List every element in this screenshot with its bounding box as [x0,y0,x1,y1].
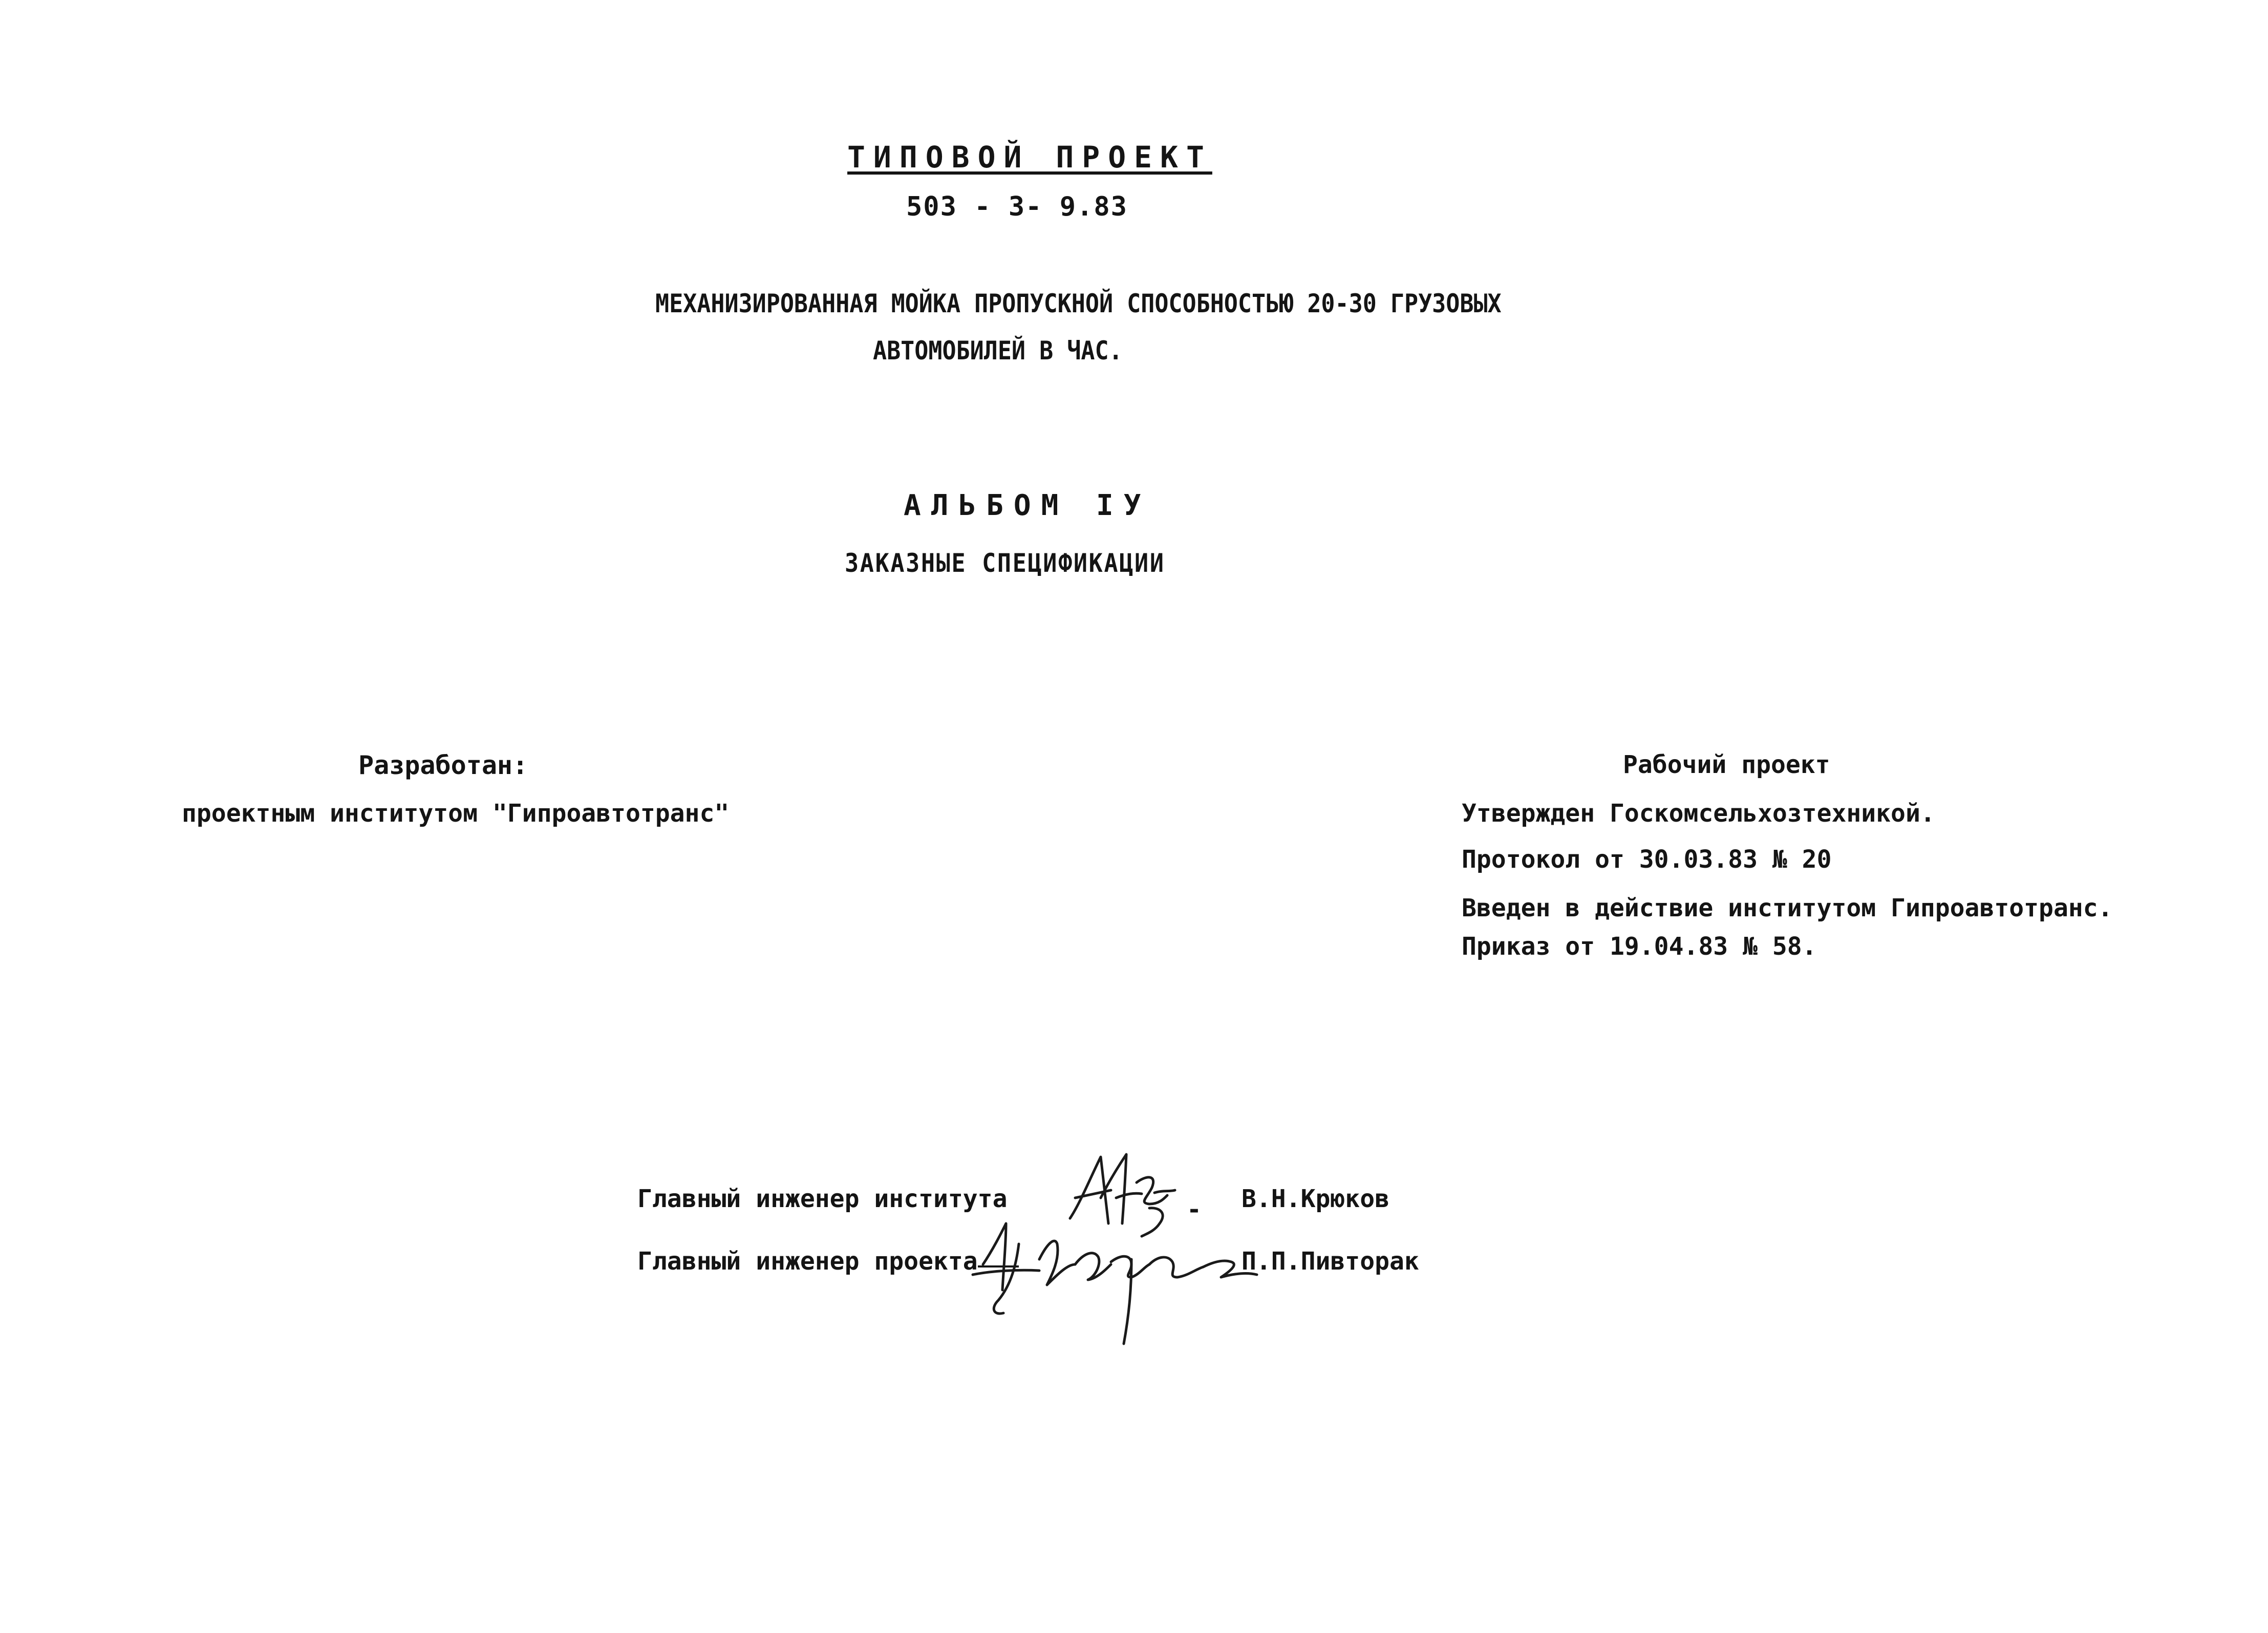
signature-role-chief-engineer-project: Главный инженер проекта [637,1247,978,1276]
approval-approved-by: Утвержден Госкомсельхозтехникой. [1462,799,1935,828]
handwritten-signature-2 [962,1213,1265,1362]
approval-protocol: Протокол от 30.03.83 № 20 [1462,845,1832,874]
album-subtitle: ЗАКАЗНЫЕ СПЕЦИФИКАЦИИ [845,548,1165,578]
approval-order: Приказ от 19.04.83 № 58. [1462,932,1817,961]
document-title: ТИПОВОЙ ПРОЕКТ [847,140,1212,175]
developer-label: Разработан: [358,750,528,780]
project-code: 503 - 3- 9.83 [906,191,1128,222]
developer-institute: проектным институтом "Гипроавтотранс" [182,799,730,828]
project-description-line-1: МЕХАНИЗИРОВАННАЯ МОЙКА ПРОПУСКНОЙ СПОСОБНОСТЬЮ 20-30 ГРУЗОВЫХ [655,289,1502,318]
signature-role-chief-engineer-institute: Главный инженер института [637,1185,1008,1213]
approval-enacted: Введен в действие институтом Гипроавтотранс. [1462,894,2113,922]
signature-name-chief-engineer-institute: В.Н.Крюков [1242,1185,1389,1213]
signature-dash: - [1187,1195,1202,1224]
project-description-line-2: АВТОМОБИЛЕЙ В ЧАС. [873,336,1123,366]
album-title: АЛЬБОМ IУ [904,489,1151,522]
signature-name-chief-engineer-project: П.П.Пивторак [1242,1247,1419,1276]
approval-heading: Рабочий проект [1623,750,1830,779]
